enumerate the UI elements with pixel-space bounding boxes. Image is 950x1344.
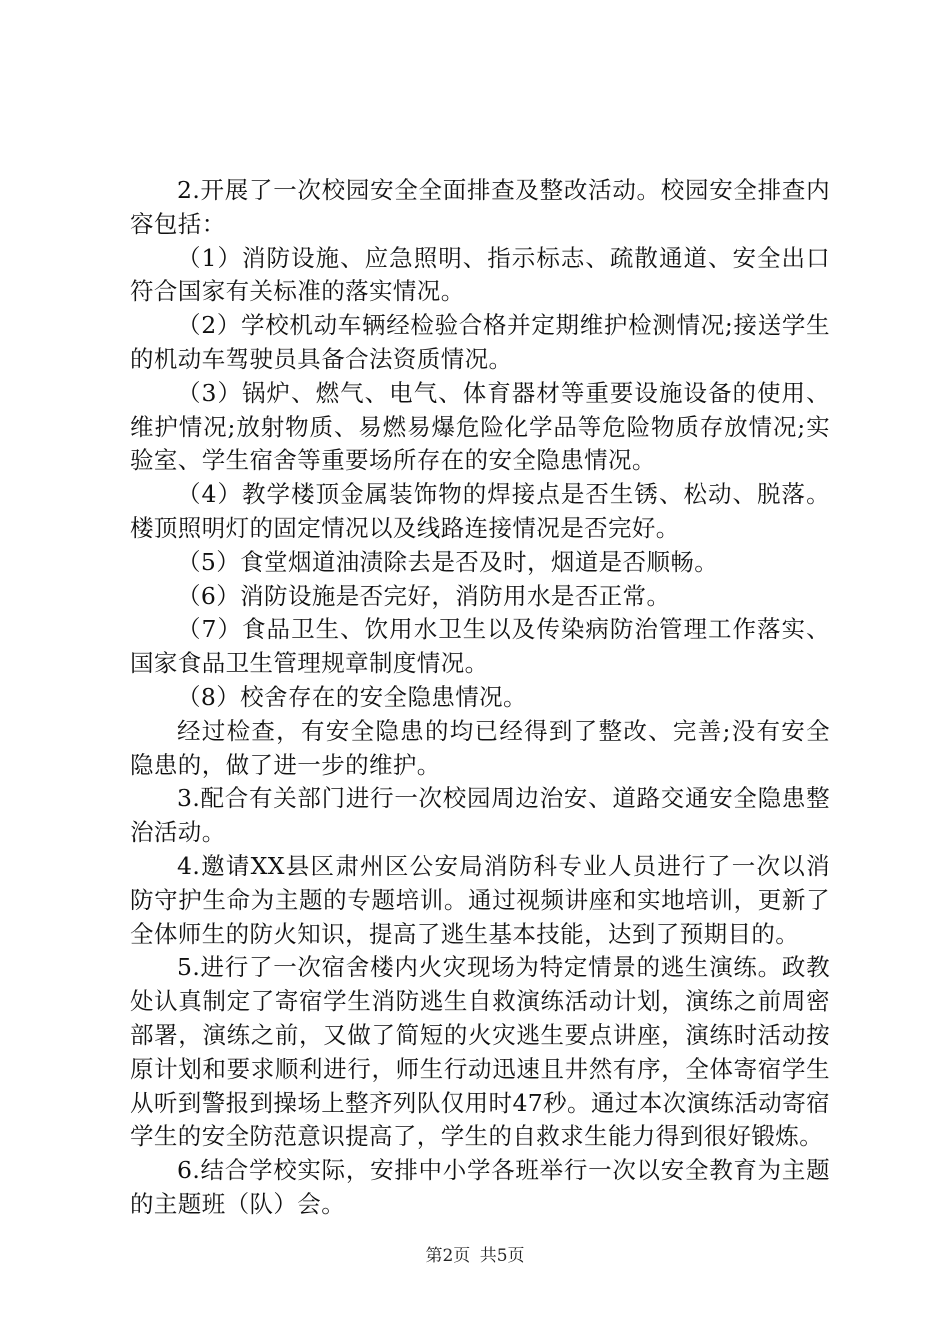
- paragraph-check-1: （1）消防设施、应急照明、指示标志、疏散通道、安全出口符合国家有关标准的落实情况。: [130, 243, 830, 306]
- paragraph-check-4: （4）教学楼顶金属装饰物的焊接点是否生锈、松动、脱落。楼顶照明灯的固定情况以及线路连接情况是否完好。: [130, 480, 830, 542]
- paragraph-item-3: 3.配合有关部门进行一次校园周边治安、道路交通安全隐患整治活动。: [130, 784, 830, 847]
- paragraph-check-summary: 经过检查，有安全隐患的均已经得到了整改、完善;没有安全隐患的，做了进一步的维护。: [130, 716, 830, 779]
- paragraph-check-3: （3）锅炉、燃气、电气、体育器材等重要设施设备的使用、维护情况;放射物质、易燃易爆危险化学品等危险物质存放情况;实验室、学生宿舍等重要场所存在的安全隐患情况。: [130, 378, 830, 475]
- paragraph-check-6: （6）消防设施是否完好，消防用水是否正常。: [177, 581, 671, 610]
- paragraph-item-5: 5.进行了一次宿舍楼内火灾现场为特定情景的逃生演练。政教处认真制定了寄宿学生消防逃生自救演练活动计划，演练之前周密部署，演练之前，又做了简短的火灾逃生要点讲座，演练时活动按原计划和要求顺利进行，师生行动迅速且井然有序，全体寄宿学生从听到警报到操场上整齐列队仅用时47秒。通过本次演练活动寄宿学生的安全防范意识提高了，学生的自救求生能力得到很好锻炼。: [130, 953, 830, 1151]
- page-number-total: 共5页: [479, 1246, 525, 1266]
- paragraph-check-5: （5）食堂烟道油渍除去是否及时，烟道是否顺畅。: [177, 547, 719, 576]
- document-body: [130, 174, 830, 1222]
- paragraph-item-2: 2.开展了一次校园安全全面排查及整改活动。校园安全排查内容包括：: [130, 176, 830, 238]
- page-number-current: 第2页: [425, 1246, 471, 1266]
- page-footer: [0, 1244, 950, 1268]
- paragraph-item-6: 6.结合学校实际，安排中小学各班举行一次以安全教育为主题的主题班（队）会。: [130, 1156, 830, 1218]
- paragraph-check-2: （2）学校机动车辆经检验合格并定期维护检测情况;接送学生的机动车驾驶员具备合法资质情况。: [130, 311, 830, 373]
- paragraph-check-8: （8）校舍存在的安全隐患情况。: [177, 682, 527, 711]
- paragraph-check-7: （7）食品卫生、饮用水卫生以及传染病防治管理工作落实、国家食品卫生管理规章制度情况。: [130, 615, 830, 678]
- paragraph-item-4: 4.邀请XX县区肃州区公安局消防科专业人员进行了一次以消防守护生命为主题的专题培训。通过视频讲座和实地培训，更新了全体师生的防火知识，提高了逃生基本技能，达到了预期目的。: [130, 851, 830, 948]
